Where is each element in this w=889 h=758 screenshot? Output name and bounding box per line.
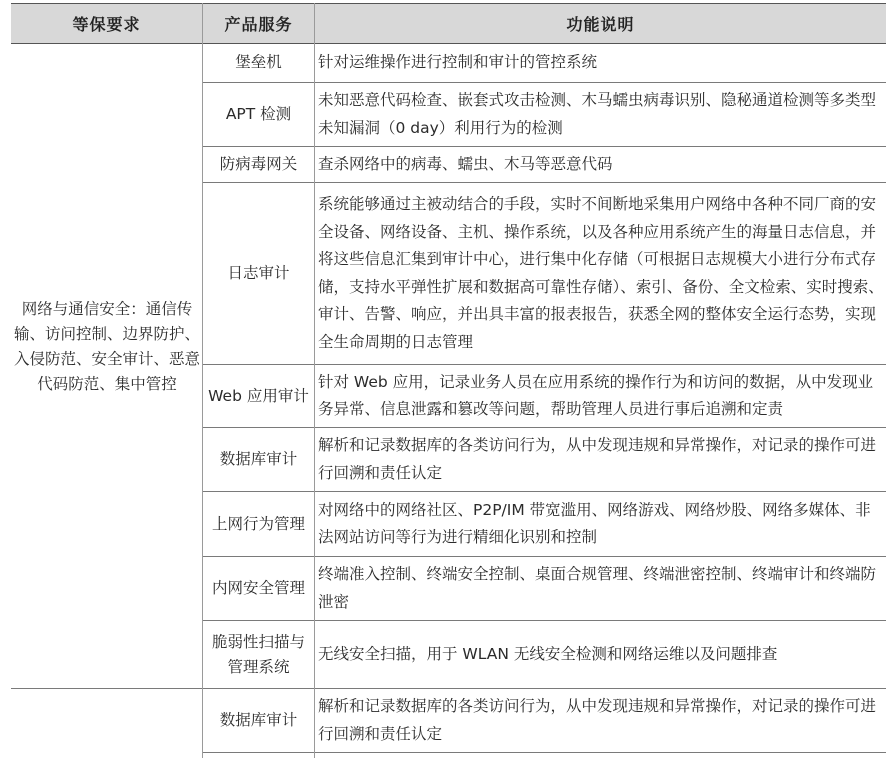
product-cell: 日志审计	[227, 264, 290, 282]
header-requirement: 等保要求	[72, 14, 141, 34]
header-product: 产品服务	[224, 14, 293, 34]
requirement-cell: 网络与通信安全：通信传输、访问控制、边界防护、入侵防范、安全审计、恶意代码防范、集中管控	[14, 300, 201, 393]
header-description: 功能说明	[566, 14, 635, 34]
description-cell: 解析和记录数据库的各类访问行为，从中发现违规和异常操作，对记录的操作可进行回溯和责任认定	[318, 436, 877, 482]
product-cell: APT 检测	[225, 105, 292, 123]
description-cell: 未知恶意代码检查、嵌套式攻击检测、木马蠕虫病毒识别、隐秘通道检测等多类型未知漏洞（0 day）利用行为的检测	[318, 91, 877, 137]
column-divider	[314, 3, 315, 758]
product-cell: 内网安全管理	[211, 579, 305, 597]
description-cell: 针对运维操作进行控制和审计的管控系统	[318, 52, 598, 71]
row-divider	[203, 752, 886, 753]
description-cell: 针对 Web 应用，记录业务人员在应用系统的操作行为和访问的数据，从中发现业务异常、信息泄露和篡改等问题，帮助管理人员进行事后追溯和定责	[318, 372, 874, 418]
product-cell: 数据库审计	[219, 450, 298, 468]
description-cell: 终端准入控制、终端安全控制、桌面合规管理、终端泄密控制、终端审计和终端防泄密	[318, 565, 877, 611]
description-cell: 无线安全扫描，用于 WLAN 无线安全检测和网络运维以及问题排查	[318, 644, 778, 663]
product-cell: 上网行为管理	[211, 514, 305, 533]
description-cell: 对网络中的网络社区、P2P/IM 带宽滥用、网络游戏、网络炒股、网络多媒体、非法网站访问等行为进行精细化识别和控制	[318, 500, 871, 546]
description-cell: 查杀网络中的病毒、蠕虫、木马等恶意代码	[318, 154, 613, 173]
product-cell: 数据库审计	[219, 711, 298, 729]
product-cell: 堡垒机	[235, 53, 282, 71]
product-cell: 防病毒网关	[219, 155, 298, 173]
product-cell: 脆弱性扫描与管理系统	[211, 632, 305, 676]
description-cell: 系统能够通过主被动结合的手段，实时不间断地采集用户网络中各种不同厂商的安全设备、网络设备、主机、操作系统，以及各种应用系统产生的海量日志信息，并将这些信息汇集到审计中心，进行集中化存储（可根据日志规模大小进行分布式存储，支持水平弹性扩展和数据高可靠性存储）、索引、备份、全文检索、实时搜索、审计、告警、响应，并出具丰富的报表报告，获悉全网的整体安全运行态势，实现全生命周期的日志管理	[318, 195, 884, 351]
description-cell: 解析和记录数据库的各类访问行为，从中发现违规和异常操作，对记录的操作可进行回溯和责任认定	[318, 697, 877, 743]
product-cell: Web 应用审计	[208, 386, 309, 405]
